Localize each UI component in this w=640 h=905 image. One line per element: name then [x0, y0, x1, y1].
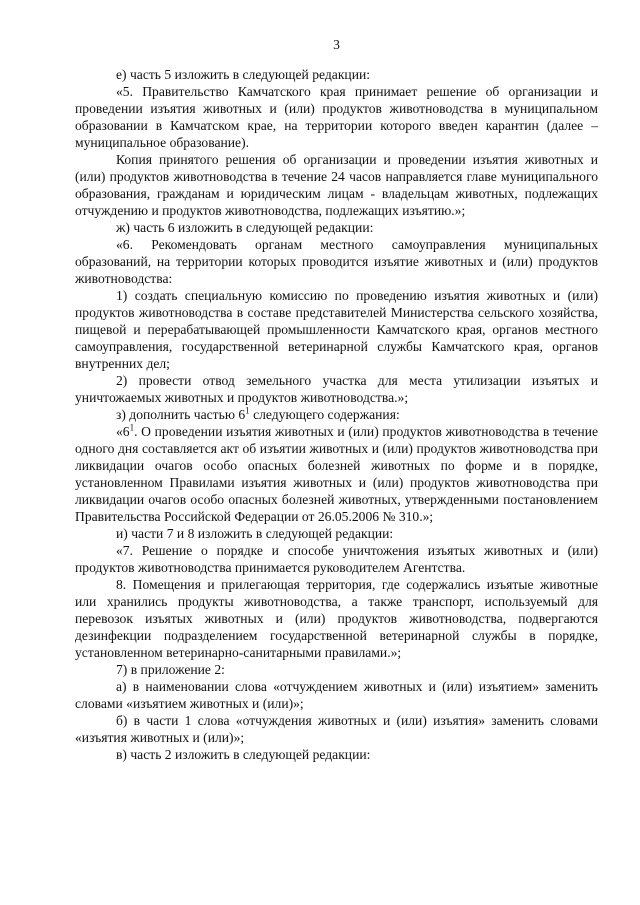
- paragraph: «5. Правительство Камчатского края принимает решение об организации и проведении изъятия животных и (или) продуктов животноводства в муниципальном образовании в Камчатском крае, на территории которого введен карантин (далее – муниципальное образование).: [75, 84, 598, 150]
- text-run: «6: [116, 424, 130, 439]
- paragraph: 8. Помещения и прилегающая территория, где содержались изъятые животные или хранились продукты животноводства, а также транспорт, используемый для перевозок изъятых животных и (или) продуктов животноводства, подвергаются дезинфекции подразделением государственной ветеринарной службы в порядке, установленном ветеринарно-санитарными правилами.»;: [75, 577, 598, 660]
- paragraph: ж) часть 6 изложить в следующей редакции:: [116, 220, 374, 235]
- paragraph: 1) создать специальную комиссию по проведению изъятия животных и (или) продуктов животноводства в составе представителей Министерства сельского хозяйства, пищевой и перерабатывающей промышленности Камчатского края, органов местного самоуправления, государственной ветеринарной службы Камчатского края, органов внутренних дел;: [75, 288, 598, 371]
- paragraph-add-part-6-1: [75, 406, 598, 423]
- paragraph: Копия принятого решения об организации и проведении изъятия животных и (или) продуктов животноводства в течение 24 часов направляется главе муниципального образования, гражданам и юридическим лицам - владельцам животных, подлежащих отчуждению и продуктов животноводства, подлежащих изъятию.»;: [75, 152, 598, 218]
- superscript: 1: [245, 405, 250, 416]
- paragraph: «7. Решение о порядке и способе уничтожения изъятых животных и (или) продуктов животноводства принимается руководителем Агентства.: [75, 543, 598, 575]
- paragraph: 7) в приложение 2:: [116, 662, 225, 677]
- paragraph: б) в части 1 слова «отчуждения животных и (или) изъятия» заменить словами «изъятия животных и (или)»;: [75, 713, 598, 745]
- text-run: следующего содержания:: [249, 407, 400, 422]
- paragraph: в) часть 2 изложить в следующей редакции:: [116, 747, 371, 762]
- paragraph: а) в наименовании слова «отчуждением животных и (или) изъятием» заменить словами «изъятием животных и (или)»;: [75, 679, 598, 711]
- paragraph: е) часть 5 изложить в следующей редакции:: [116, 67, 371, 82]
- text-run: . О проведении изъятия животных и (или) продуктов животноводства в течение одного дня составляется акт об изъятии животных и (или) продуктов животноводства при ликвидации очагов особо опасных болезней животных по форме и в порядке, установленном Правилами изъятия животных и (или) продуктов животноводства при ликвидации очагов особо опасных болезней животных, утвержденными постановлением Правительства Российской Федерации от 26.05.2006 № 310.»;: [75, 424, 598, 524]
- paragraph-part-6-1: [75, 423, 598, 525]
- text-run: з) дополнить частью 6: [116, 407, 246, 422]
- page-number: 3: [333, 37, 340, 52]
- paragraph: и) части 7 и 8 изложить в следующей редакции:: [116, 526, 394, 541]
- paragraph: «6. Рекомендовать органам местного самоуправления муниципальных образований, на территории которых проводится изъятие животных и (или) продуктов животноводства:: [75, 237, 598, 286]
- superscript: 1: [129, 422, 135, 433]
- paragraph: 2) провести отвод земельного участка для места утилизации изъятых и уничтожаемых животных и продуктов животноводства.»;: [75, 373, 598, 405]
